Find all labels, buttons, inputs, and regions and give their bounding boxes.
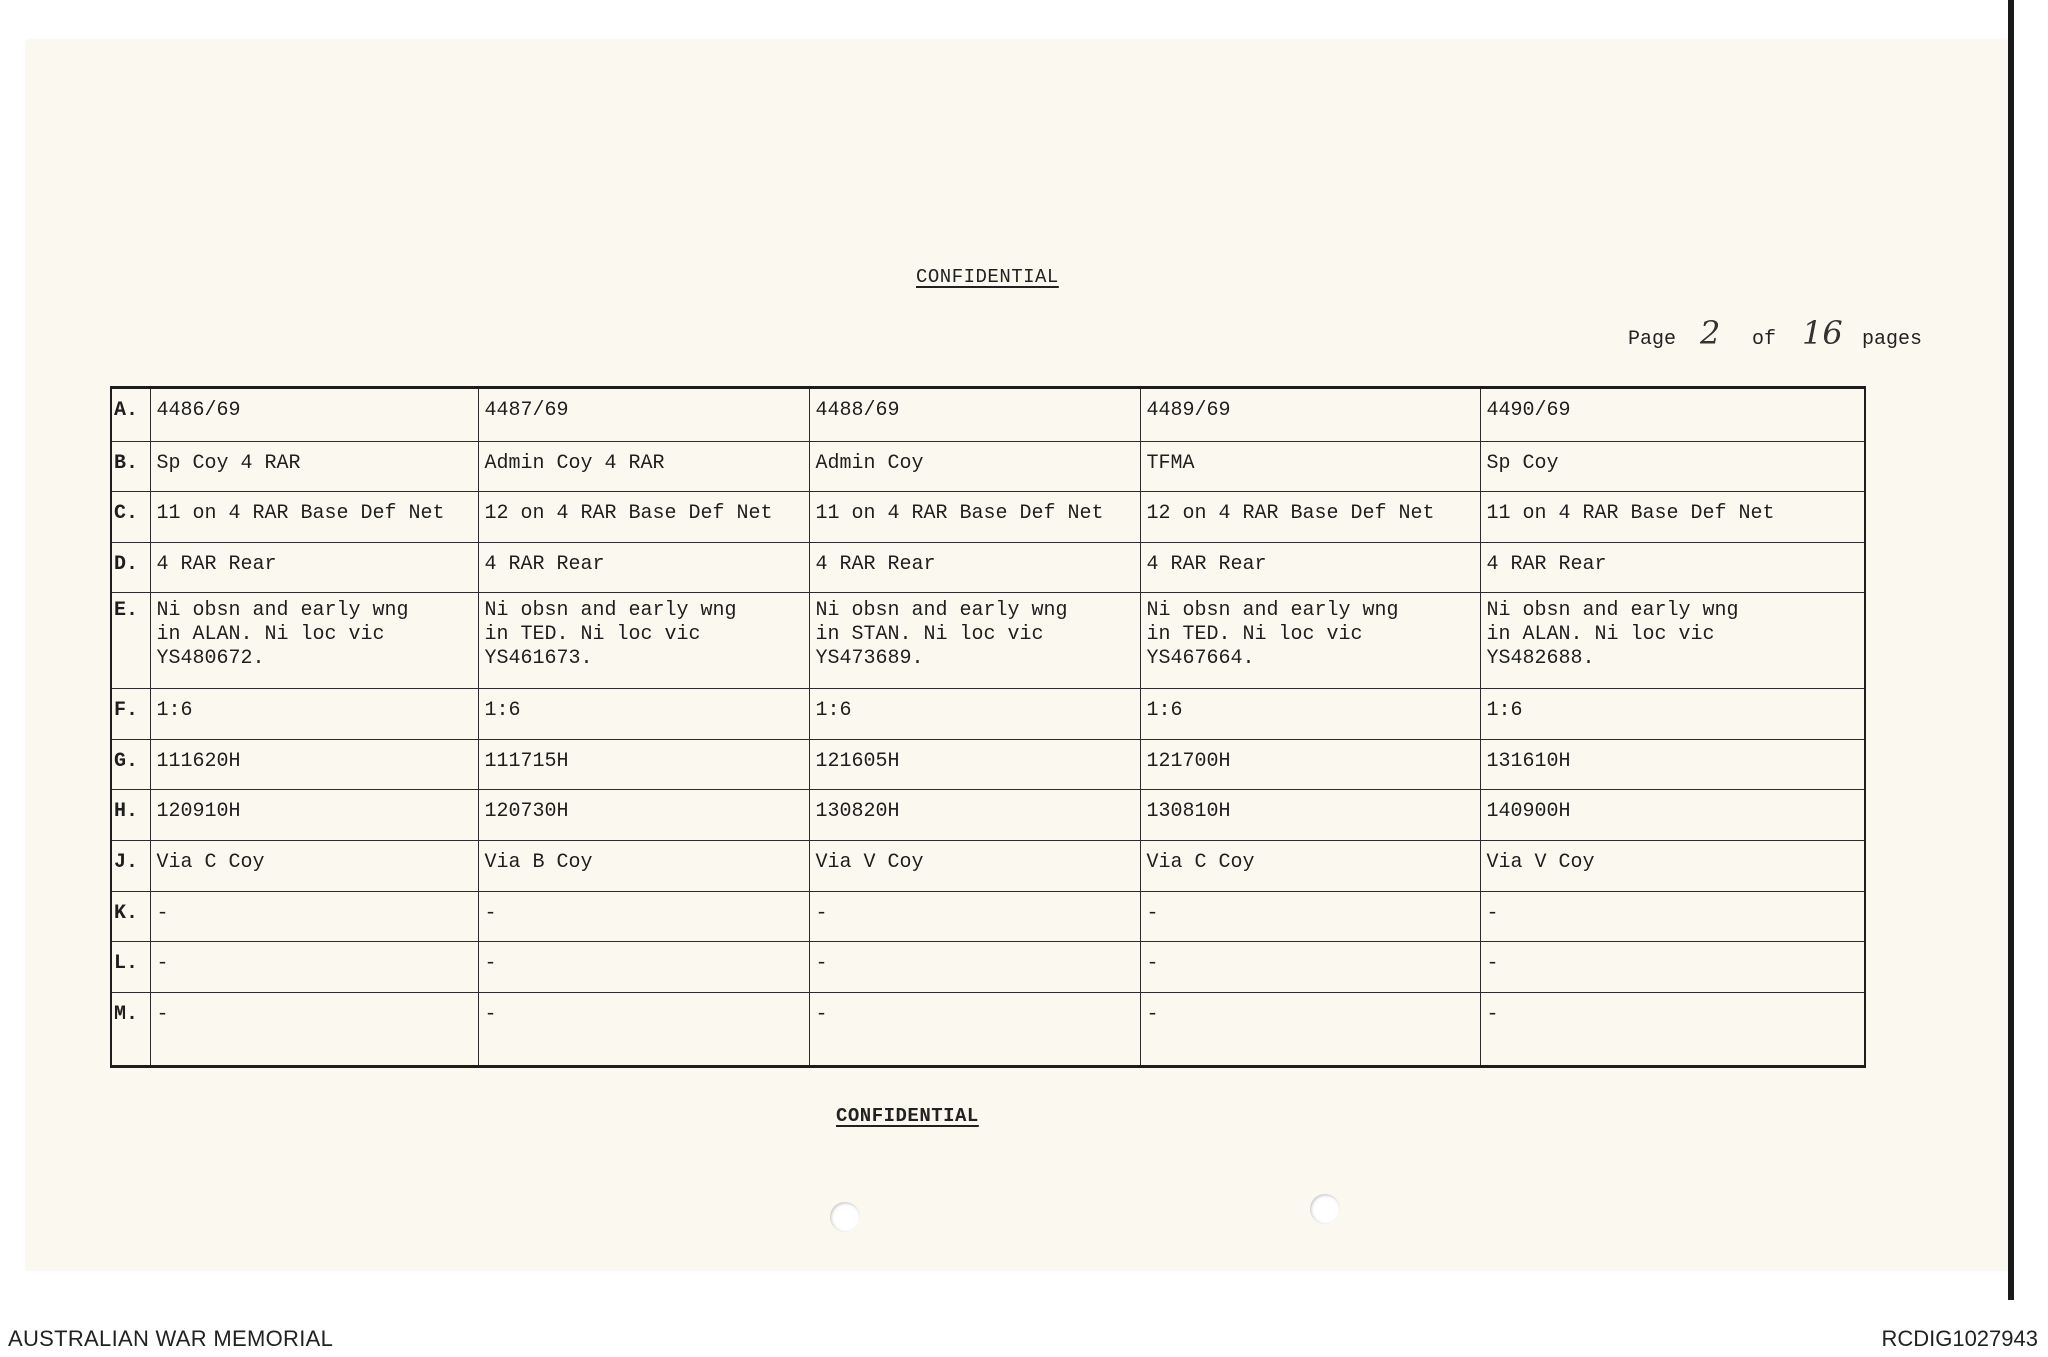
- archive-credit: AUSTRALIAN WAR MEMORIAL: [8, 1326, 334, 1351]
- table-cell: 140900H: [1480, 789, 1864, 840]
- table-cell: Via C Coy: [1140, 840, 1480, 891]
- table-cell: Ni obsn and early wng in TED. Ni loc vic YS461673.: [478, 592, 809, 688]
- table-row: [112, 542, 1864, 592]
- report-table: [110, 386, 1866, 1068]
- scan-edge: [2008, 0, 2014, 1300]
- table-row: [112, 389, 1864, 441]
- table-cell: 131610H: [1480, 739, 1864, 789]
- table-cell: 111715H: [478, 739, 809, 789]
- row-label: M.: [112, 992, 150, 1065]
- table-cell: -: [1140, 891, 1480, 941]
- table-cell: 4 RAR Rear: [1140, 542, 1480, 592]
- pages-label: pages: [1862, 328, 1923, 351]
- row-label: E.: [112, 592, 150, 688]
- table-cell: 4487/69: [478, 389, 809, 441]
- row-label: L.: [112, 941, 150, 992]
- page-label: Page: [1628, 328, 1677, 351]
- row-label: F.: [112, 688, 150, 739]
- table-cell: 4490/69: [1480, 389, 1864, 441]
- table-cell: 4 RAR Rear: [809, 542, 1140, 592]
- archive-id: RCDIG1027943: [1881, 1326, 2038, 1351]
- table-cell: 4 RAR Rear: [150, 542, 478, 592]
- table-cell: 12 on 4 RAR Base Def Net: [478, 491, 809, 542]
- table-cell: Admin Coy 4 RAR: [478, 441, 809, 491]
- punch-hole: [830, 1202, 860, 1232]
- table-cell: -: [478, 891, 809, 941]
- table-cell: -: [1140, 941, 1480, 992]
- table-cell: -: [1480, 941, 1864, 992]
- table-row: [112, 789, 1864, 840]
- table-cell: Via V Coy: [1480, 840, 1864, 891]
- table-cell: 111620H: [150, 739, 478, 789]
- page-number: [1628, 314, 1922, 352]
- table-cell: -: [1480, 992, 1864, 1065]
- classification-heading-bottom: CONFIDENTIAL: [836, 1105, 979, 1127]
- table-cell: -: [150, 891, 478, 941]
- table-row: [112, 941, 1864, 992]
- table-cell: 1:6: [809, 688, 1140, 739]
- table-cell: Sp Coy: [1480, 441, 1864, 491]
- table-cell: 130810H: [1140, 789, 1480, 840]
- row-label: A.: [112, 389, 150, 441]
- of-label: of: [1752, 328, 1777, 351]
- table-cell: -: [150, 992, 478, 1065]
- table-row: [112, 739, 1864, 789]
- row-label: B.: [112, 441, 150, 491]
- table-cell: 1:6: [1480, 688, 1864, 739]
- table-cell: Sp Coy 4 RAR: [150, 441, 478, 491]
- table-cell: -: [150, 941, 478, 992]
- table-cell: 4 RAR Rear: [1480, 542, 1864, 592]
- table-cell: Via B Coy: [478, 840, 809, 891]
- table-cell: 4 RAR Rear: [478, 542, 809, 592]
- table-row: [112, 592, 1864, 688]
- row-label: D.: [112, 542, 150, 592]
- table-cell: 4489/69: [1140, 389, 1480, 441]
- table-cell: Admin Coy: [809, 441, 1140, 491]
- table-cell: 11 on 4 RAR Base Def Net: [809, 491, 1140, 542]
- table-row: [112, 891, 1864, 941]
- table-cell: 4488/69: [809, 389, 1140, 441]
- table-cell: 11 on 4 RAR Base Def Net: [150, 491, 478, 542]
- table-cell: 4486/69: [150, 389, 478, 441]
- table-cell: -: [478, 941, 809, 992]
- page-current-handwritten: 2: [1700, 314, 1721, 352]
- row-label: C.: [112, 491, 150, 542]
- table-cell: Ni obsn and early wng in STAN. Ni loc vic YS473689.: [809, 592, 1140, 688]
- row-label: K.: [112, 891, 150, 941]
- table-cell: 1:6: [150, 688, 478, 739]
- table-cell: Ni obsn and early wng in ALAN. Ni loc vic YS480672.: [150, 592, 478, 688]
- table-cell: Ni obsn and early wng in ALAN. Ni loc vic YS482688.: [1480, 592, 1864, 688]
- table-cell: -: [478, 992, 809, 1065]
- table-row: [112, 441, 1864, 491]
- table-cell: 12 on 4 RAR Base Def Net: [1140, 491, 1480, 542]
- table-row: [112, 992, 1864, 1065]
- table-cell: Via V Coy: [809, 840, 1140, 891]
- table-cell: 121605H: [809, 739, 1140, 789]
- page-total-handwritten: 16: [1802, 314, 1843, 352]
- report-grid: [112, 389, 1864, 1065]
- table-cell: 120910H: [150, 789, 478, 840]
- table-row: [112, 688, 1864, 739]
- table-cell: Ni obsn and early wng in TED. Ni loc vic YS467664.: [1140, 592, 1480, 688]
- table-cell: -: [1140, 992, 1480, 1065]
- row-label: H.: [112, 789, 150, 840]
- table-cell: Via C Coy: [150, 840, 478, 891]
- table-cell: 130820H: [809, 789, 1140, 840]
- table-cell: 11 on 4 RAR Base Def Net: [1480, 491, 1864, 542]
- table-cell: -: [809, 992, 1140, 1065]
- table-cell: -: [809, 941, 1140, 992]
- table-cell: 1:6: [478, 688, 809, 739]
- table-cell: 1:6: [1140, 688, 1480, 739]
- table-cell: 120730H: [478, 789, 809, 840]
- punch-hole: [1310, 1194, 1340, 1224]
- table-row: [112, 840, 1864, 891]
- classification-heading-top: CONFIDENTIAL: [916, 266, 1059, 288]
- table-row: [112, 491, 1864, 542]
- table-cell: TFMA: [1140, 441, 1480, 491]
- table-cell: -: [809, 891, 1140, 941]
- row-label: G.: [112, 739, 150, 789]
- table-cell: 121700H: [1140, 739, 1480, 789]
- table-cell: -: [1480, 891, 1864, 941]
- row-label: J.: [112, 840, 150, 891]
